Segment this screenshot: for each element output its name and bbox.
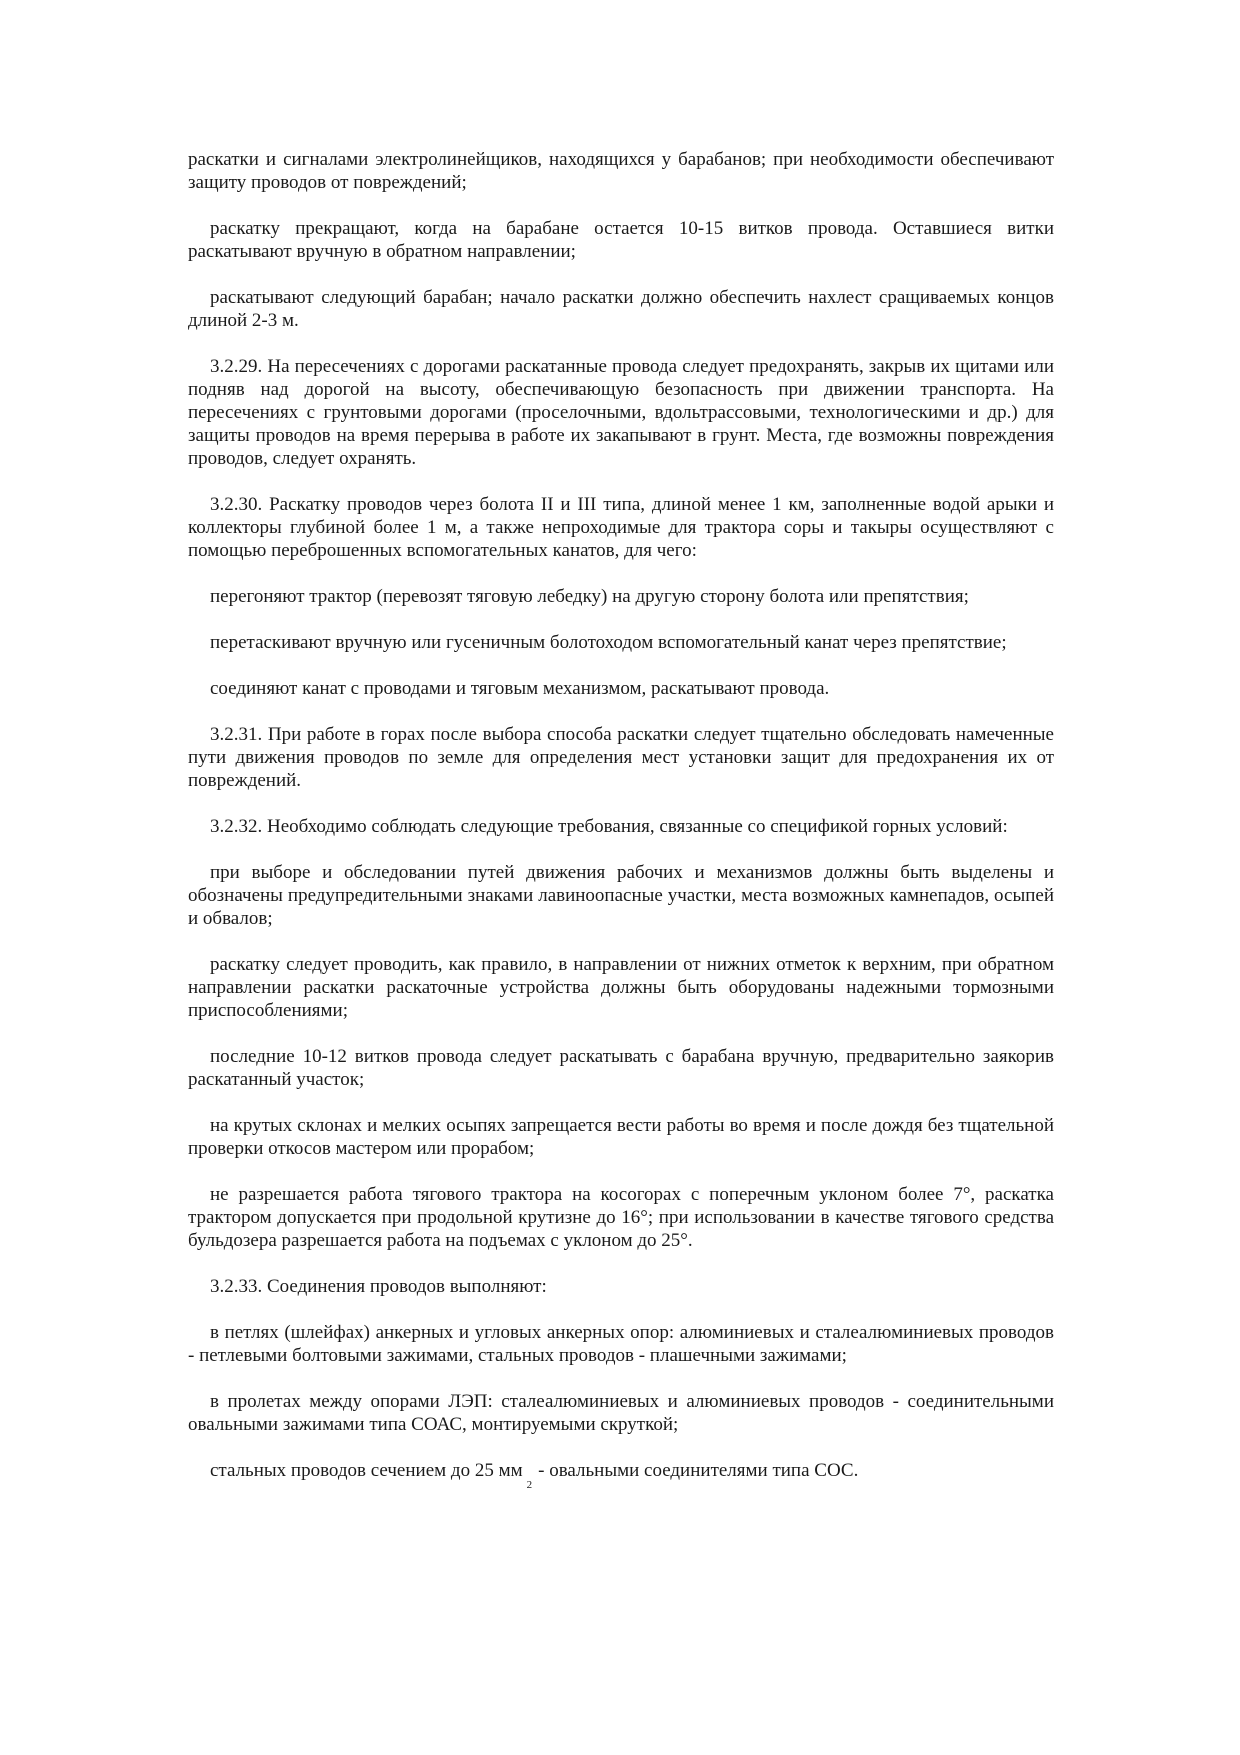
paragraph: на крутых склонах и мелких осыпях запрещается вести работы во время и после дождя без тщательной проверки откосов мастером или прорабом; [188, 1115, 1054, 1159]
paragraph: перетаскивают вручную или гусеничным болотоходом вспомогательный канат через препятствие; [210, 632, 1007, 653]
paragraph-section-3-2-29: 3.2.29. На пересечениях с дорогами раскатанные провода следует предохранять, закрыв их щитами или подняв над дорогой на высоту, обеспечивающую безопасность при движении транспорта. На пересечениях с грунтовыми дорогами (проселочными, вдольтрассовыми, технологическими и др.) для защиты проводов на время перерыва в работе их закапывают в грунт. Места, где возможны повреждения проводов, следует охранять. [188, 356, 1054, 469]
paragraph-continuation: раскатки и сигналами электролинейщиков, находящихся у барабанов; при необходимости обеспечивают защиту проводов от повреждений; [188, 149, 1054, 193]
paragraph: раскатывают следующий барабан; начало раскатки должно обеспечить нахлест сращиваемых концов длиной 2-3 м. [188, 287, 1054, 331]
paragraph-last [188, 1459, 1054, 1491]
paragraph: в пролетах между опорами ЛЭП: сталеалюминиевых и алюминиевых проводов - соединительными овальными зажимами типа СОАС, монтируемыми скруткой; [188, 1391, 1054, 1435]
paragraph-section-3-2-30: 3.2.30. Раскатку проводов через болота II и III типа, длиной менее 1 км, заполненные водой арыки и коллекторы глубиной более 1 м, а также непроходимые для трактора соры и такыры осуществляют с помощью переброшенных вспомогательных канатов, для чего: [188, 494, 1054, 561]
paragraph: при выборе и обследовании путей движения рабочих и механизмов должны быть выделены и обозначены предупредительными знаками лавиноопасные участки, места возможных камнепадов, осыпей и обвалов; [188, 862, 1054, 929]
paragraph: в петлях (шлейфах) анкерных и угловых анкерных опор: алюминиевых и сталеалюминиевых проводов - петлевыми болтовыми зажимами, стальных проводов - плашечными зажимами; [188, 1322, 1054, 1366]
paragraph: раскатку следует проводить, как правило, в направлении от нижних отметок к верхним, при обратном направлении раскатки раскаточные устройства должны быть оборудованы надежными тормозными приспособлениями; [188, 954, 1054, 1021]
paragraph-last-text-end: - овальными соединителями типа СОС. [538, 1460, 859, 1481]
subscript-two: 2 [526, 1479, 533, 1491]
document-body [188, 148, 1054, 1491]
paragraph: соединяют канат с проводами и тяговым механизмом, раскатывают провода. [210, 678, 830, 699]
paragraph-last-text: стальных проводов сечением до 25 мм [210, 1460, 523, 1481]
paragraph-section-3-2-31: 3.2.31. При работе в горах после выбора способа раскатки следует тщательно обследовать намеченные пути движения проводов по земле для определения мест установки защит для предохранения их от повреждений. [188, 724, 1054, 791]
paragraph-section-3-2-33: 3.2.33. Соединения проводов выполняют: [210, 1276, 547, 1297]
paragraph: перегоняют трактор (перевозят тяговую лебедку) на другую сторону болота или препятствия; [210, 586, 969, 607]
paragraph-section-3-2-32: 3.2.32. Необходимо соблюдать следующие требования, связанные со спецификой горных условий: [210, 816, 1008, 837]
paragraph: не разрешается работа тягового трактора на косогорах с поперечным уклоном более 7°, раскатка трактором допускается при продольной крутизне до 16°; при использовании в качестве тягового средства бульдозера разрешается работа на подъемах с уклоном до 25°. [188, 1184, 1054, 1251]
paragraph: раскатку прекращают, когда на барабане остается 10-15 витков провода. Оставшиеся витки раскатывают вручную в обратном направлении; [188, 218, 1054, 262]
paragraph: последние 10-12 витков провода следует раскатывать с барабана вручную, предварительно заякорив раскатанный участок; [188, 1046, 1054, 1090]
